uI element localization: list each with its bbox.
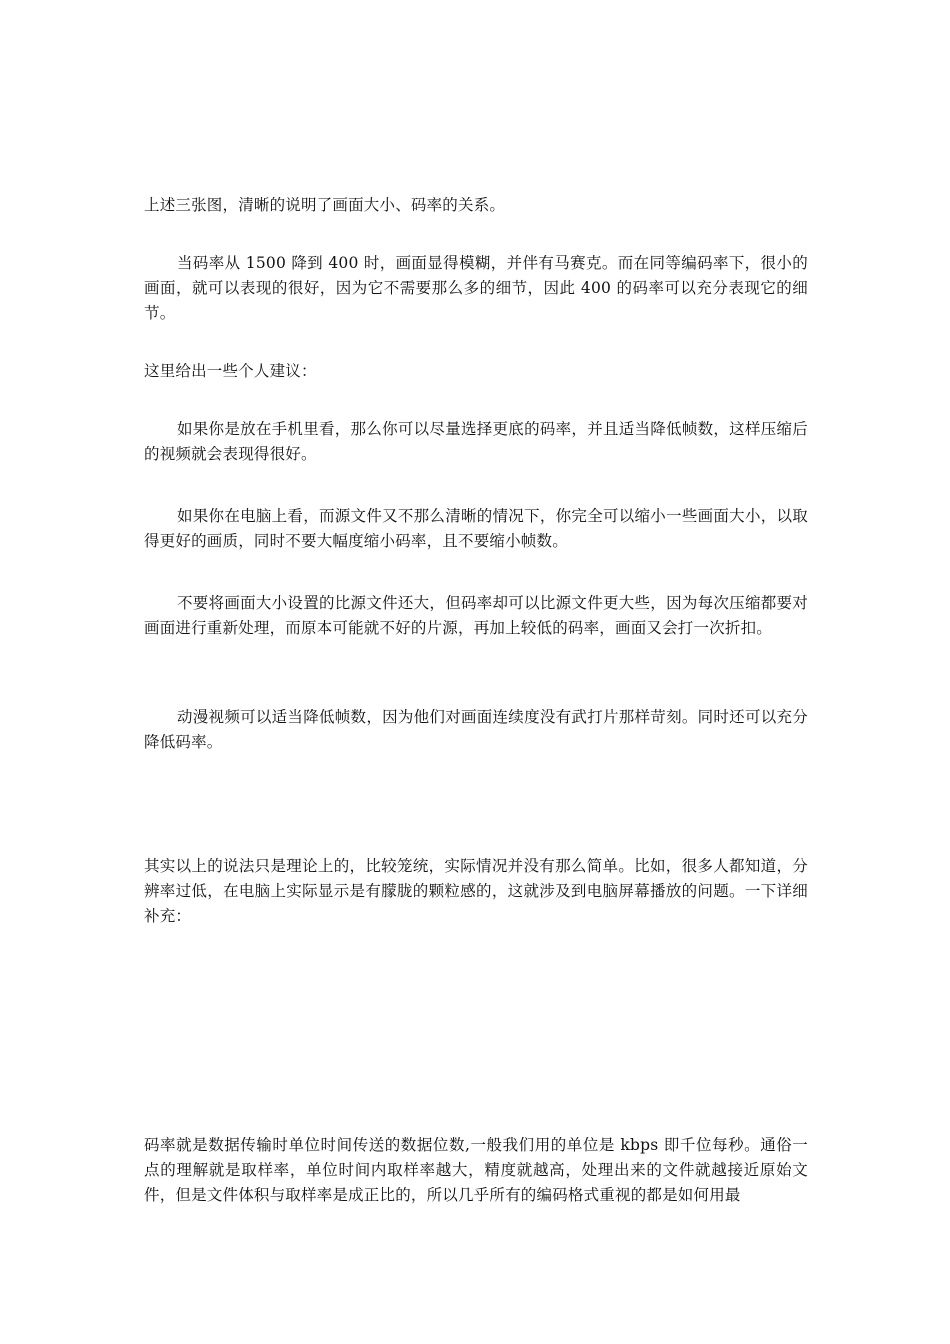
paragraph-bitrate-comparison: 当码率从 1500 降到 400 时，画面显得模糊，并伴有马赛克。而在同等编码率下，很小的画面，就可以表现的很好，因为它不需要那么多的细节，因此 400 的码率可以充分表现它的细节。	[144, 254, 808, 322]
paragraph-summary: 上述三张图，清晰的说明了画面大小、码率的关系。	[144, 196, 506, 214]
paragraph-bitrate-definition: 码率就是数据传输时单位时间传送的数据位数,一般我们用的单位是 kbps 即千位每秒。通俗一点的理解就是取样率，单位时间内取样率越大，精度就越高，处理出来的文件就越接近原始文件，但是文件体积与取样率是成正比的，所以几乎所有的编码格式重视的都是如何用最	[144, 1136, 808, 1204]
paragraph-pc-advice: 如果你在电脑上看，而源文件又不那么清晰的情况下，你完全可以缩小一些画面大小，以取得更好的画质，同时不要大幅度缩小码率，且不要缩小帧数。	[144, 507, 808, 550]
paragraph-theory-note: 其实以上的说法只是理论上的，比较笼统，实际情况并没有那么简单。比如，很多人都知道，分辨率过低，在电脑上实际显示是有朦胧的颗粒感的，这就涉及到电脑屏幕播放的问题。一下详细补充：	[144, 857, 808, 925]
paragraph-anime-advice: 动漫视频可以适当降低帧数，因为他们对画面连续度没有武打片那样苛刻。同时还可以充分降低码率。	[144, 708, 808, 751]
paragraph-mobile-advice: 如果你是放在手机里看，那么你可以尽量选择更底的码率，并且适当降低帧数，这样压缩后的视频就会表现得很好。	[144, 420, 808, 463]
paragraph-resolution-advice: 不要将画面大小设置的比源文件还大，但码率却可以比源文件更大些，因为每次压缩都要对画面进行重新处理，而原本可能就不好的片源，再加上较低的码率，画面又会打一次折扣。	[144, 594, 808, 637]
paragraph-suggestions-intro: 这里给出一些个人建议：	[144, 362, 317, 380]
